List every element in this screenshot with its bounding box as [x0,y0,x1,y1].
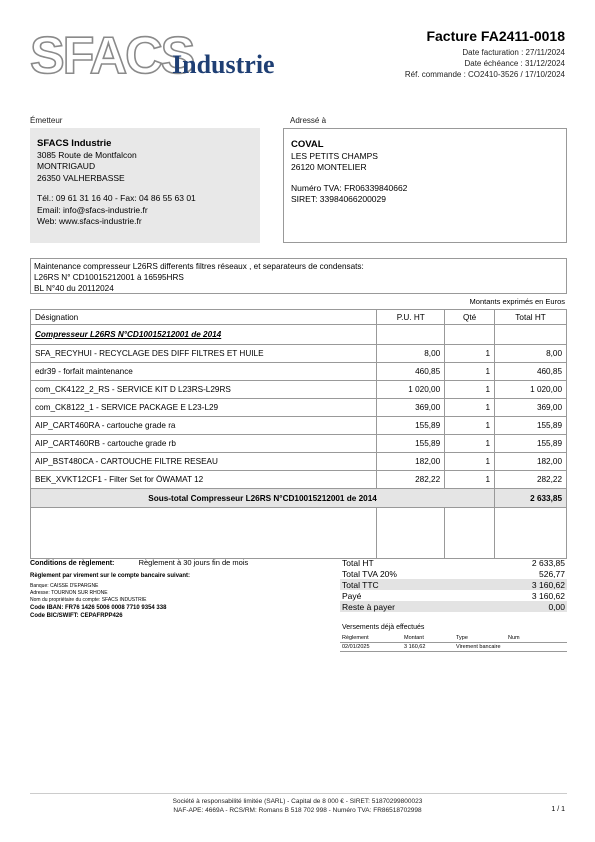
payments-title: Versements déjà effectués [342,624,425,631]
invoice-date: Date facturation : 27/11/2024 [462,48,565,57]
group-row [31,325,567,345]
footer-line-2: NAF-APE: 4669A - RCS/RM: Romans B 518 702 998 - Numéro TVA: FR86518702998 [173,807,422,814]
table-row [31,435,567,453]
recipient-address-1: LES PETITS CHAMPS [291,150,378,161]
bic: Code BIC/SWIFT: CEPAFRPP426 [30,613,123,619]
conditions-label: Conditions de règlement: [30,560,115,567]
totals-value: 0,00 [479,601,567,612]
payment-num [506,643,567,652]
recipient-name: COVAL [291,139,324,150]
row-unit-price: 155,89 [377,435,445,453]
invoice-meta [405,47,565,80]
row-unit-price: 182,00 [377,453,445,471]
row-unit-price: 460,85 [377,363,445,381]
order-reference: Réf. commande : CO2410-3526 / 17/10/2024 [404,70,565,79]
emitter-box [30,128,260,243]
row-designation: AIP_BST480CA - CARTOUCHE FILTRE RESEAU [31,453,377,471]
account-owner: Nom du propriétaire du compte: SFACS INDUSTRIE [30,597,147,603]
totals-row [340,601,567,612]
header-unit-price: P.U. HT [377,310,445,325]
row-designation: AIP_CART460RB - cartouche grade rb [31,435,377,453]
row-unit-price: 282,22 [377,471,445,489]
totals-table [340,557,567,612]
description-line-2: L26RS N° CD10015212001 à 16595HRS [34,273,184,282]
row-total: 155,89 [495,417,567,435]
footer-line-1: Société à responsabilité limitée (SARL) - Capital de 8 000 € - SIRET: 51870299800023 [172,798,423,805]
payments-header-row [340,634,567,643]
empty-row [31,508,567,559]
row-total: 369,00 [495,399,567,417]
emitter-address-1: 3085 Route de Montfalcon [37,149,137,160]
payment-type: Virement bancaire [454,643,506,652]
row-quantity: 1 [445,453,495,471]
legal-footer [0,797,595,815]
table-row [31,381,567,399]
invoice-title: Facture FA2411-0018 [426,28,565,44]
row-designation: com_CK4122_2_RS - SERVICE KIT D L23RS-L29RS [31,381,377,399]
totals-label: Total TTC [340,579,479,590]
table-header-row [31,310,567,325]
row-quantity: 1 [445,417,495,435]
bank-address: Adresse: TOURNON SUR RHONE [30,590,108,596]
totals-label: Payé [342,590,362,601]
payment-row [340,643,567,652]
logo-brand: SFACS [30,27,194,85]
recipient-label: Adressé à [290,116,327,125]
table-row [31,363,567,381]
header-quantity: Qté [445,310,495,325]
totals-value: 3 160,62 [531,590,565,601]
bank-name: Banque: CAISSE D'EPARGNE [30,583,99,589]
group-title: Compresseur L26RS N°CD10015212001 de 2014 [31,325,377,345]
row-quantity: 1 [445,381,495,399]
description-line-3: BL N°40 du 20112024 [34,284,114,293]
row-designation: edr39 - forfait maintenance [31,363,377,381]
payments-header-num: Num [506,634,567,643]
row-designation: com_CK8122_1 - SERVICE PACKAGE E L23-L29 [31,399,377,417]
invoice-due-date: Date échéance : 31/12/2024 [464,59,565,68]
row-designation: SFA_RECYHUI - RECYCLAGE DES DIFF FILTRES ET HUILE [31,345,377,363]
payments-table [340,634,567,652]
recipient-tva: Numéro TVA: FR06339840662 [291,182,408,193]
subtotal-label: Sous-total Compresseur L26RS N°CD10015212001 de 2014 [31,489,495,508]
row-unit-price: 1 020,00 [377,381,445,399]
table-row [31,471,567,489]
totals-row [340,579,567,590]
invoice-description [30,258,567,294]
row-quantity: 1 [445,435,495,453]
items-table [30,309,567,559]
totals-label: Total TVA 20% [342,568,397,579]
totals-label: Reste à payer [340,601,479,612]
page-number: 1 / 1 [551,806,565,813]
row-unit-price: 8,00 [377,345,445,363]
row-total: 1 020,00 [495,381,567,399]
emitter-label: Émetteur [30,116,63,125]
payment-conditions [30,558,248,620]
iban: Code IBAN: FR76 1426 5006 0008 7710 9354 338 [30,605,167,611]
row-total: 8,00 [495,345,567,363]
table-row [31,345,567,363]
row-total: 460,85 [495,363,567,381]
payment-date: 02/01/2025 [340,643,402,652]
transfer-title: Règlement par virement sur le compte bancaire suivant: [30,573,191,579]
row-unit-price: 155,89 [377,417,445,435]
table-row [31,399,567,417]
emitter-phone: Tél.: 09 61 31 16 40 - Fax: 04 86 55 63 01 [37,193,196,203]
logo-suffix: Industrie [172,50,275,79]
emitter-name: SFACS Industrie [37,138,112,149]
payments-header-amount: Montant [402,634,454,643]
table-row [31,453,567,471]
footer-divider [30,793,567,794]
row-quantity: 1 [445,471,495,489]
totals-value: 526,77 [539,568,565,579]
totals-label: Total HT [342,557,374,568]
totals-value: 2 633,85 [531,557,565,568]
payments-header-type: Type [454,634,506,643]
emitter-email: Email: info@sfacs-industrie.fr [37,204,148,215]
subtotal-row [31,489,567,508]
header-designation: Désignation [31,310,377,325]
emitter-address-2: MONTRIGAUD [37,161,96,171]
totals-row [340,557,567,568]
recipient-siret: SIRET: 33984066200029 [291,194,386,204]
totals-row [340,568,567,579]
emitter-web: Web: www.sfacs-industrie.fr [37,216,142,226]
row-designation: BEK_XVKT12CF1 - Filter Set for ÖWAMAT 12 [31,471,377,489]
totals-row [340,590,567,601]
row-designation: AIP_CART460RA - cartouche grade ra [31,417,377,435]
row-quantity: 1 [445,399,495,417]
row-unit-price: 369,00 [377,399,445,417]
description-line-1: Maintenance compresseur L26RS differents filtres réseaux , et separateurs de condensats: [34,262,364,271]
row-total: 182,00 [495,453,567,471]
header-total: Total HT [495,310,567,325]
payment-amount: 3 160,62 [402,643,454,652]
row-quantity: 1 [445,363,495,381]
subtotal-value: 2 633,85 [495,489,567,508]
row-quantity: 1 [445,345,495,363]
emitter-address-3: 26350 VALHERBASSE [37,172,125,183]
currency-note: Montants exprimés en Euros [469,297,565,306]
row-total: 155,89 [495,435,567,453]
recipient-box [283,128,567,243]
recipient-address-2: 26120 MONTELIER [291,162,367,172]
totals-value: 3 160,62 [479,579,567,590]
company-logo [30,27,290,85]
payments-header-date: Règlement [340,634,402,643]
table-row [31,417,567,435]
row-total: 282,22 [495,471,567,489]
conditions-value: Règlement à 30 jours fin de mois [138,558,249,567]
